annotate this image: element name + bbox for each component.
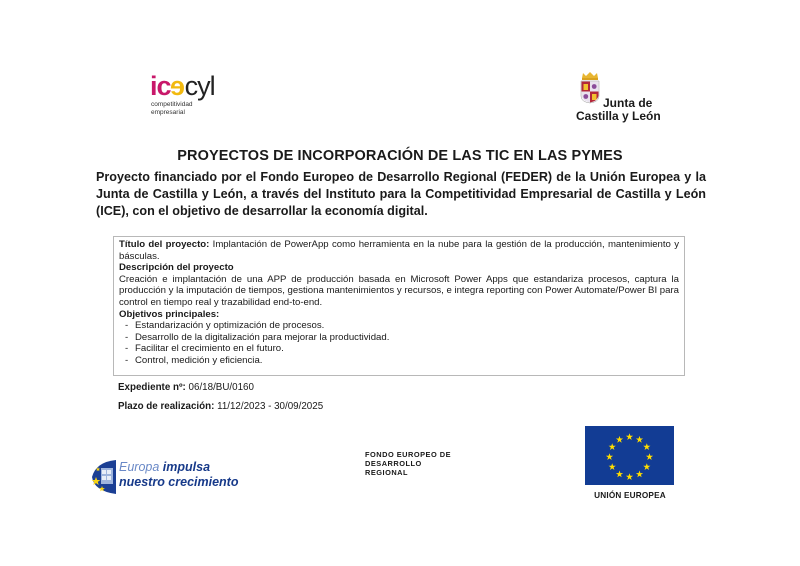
expediente-label: Expediente nº: — [118, 382, 186, 393]
list-item: - Estandarización y optimización de procesos. — [125, 320, 679, 332]
union-europea-logo — [585, 426, 675, 506]
europa-emblem-icon — [90, 459, 118, 495]
page-title: PROYECTOS DE INCORPORACIÓN DE LAS TIC EN LAS PYMES — [177, 148, 623, 164]
europa-impulsa-text: Europa impulsa nuestro crecimiento — [119, 460, 239, 489]
funding-statement: Proyecto financiado por el Fondo Europeo de Desarrollo Regional (FEDER) de la Unión Europea y la Junta de Castilla y León, a través del Instituto para la Competitividad Empresarial de Castilla y León (ICE), con el objetivo de desarrollar la economía digital. — [96, 170, 706, 218]
project-title-value: Implantación de PowerApp como herramienta en la nube para la gestión de la producción, mantenimiento y básculas. — [119, 239, 679, 262]
objectives-label: Objetivos principales: — [119, 308, 220, 320]
icecyl-wordmark: icecyl — [150, 71, 215, 101]
list-item: - Control, medición y eficiencia. — [125, 355, 679, 367]
plazo-value: 11/12/2023 - 30/09/2025 — [214, 401, 324, 412]
eu-flag-icon — [585, 426, 674, 485]
expediente — [118, 382, 254, 393]
project-title — [119, 239, 679, 262]
objectives-list — [119, 320, 679, 366]
europa-impulsa-logo — [90, 459, 250, 495]
icecyl-logo — [150, 72, 240, 118]
plazo-label: Plazo de realización: — [118, 401, 215, 412]
expediente-value: 06/18/BU/0160 — [185, 382, 254, 393]
coat-of-arms-icon — [579, 70, 601, 104]
description-label: Descripción del proyecto — [119, 262, 234, 274]
project-details-box — [113, 236, 685, 376]
feder-logo: FONDO EUROPEO DE DESARROLLO REGIONAL — [365, 450, 452, 477]
union-europea-label: UNIÓN EUROPEA — [594, 491, 666, 500]
junta-castilla-leon-logo: Junta de Castilla y León — [579, 70, 664, 124]
list-item: - Desarrollo de la digitalización para mejorar la productividad. — [125, 332, 679, 344]
project-title-label: Título del proyecto: — [119, 239, 210, 250]
description-value: Creación e implantación de una APP de producción basada en Microsoft Power Apps que estandariza procesos, captura la producción y la imputación de tiempos, gestiona mantenimientos y recursos, e integra reporting con Power Automate/Power BI para control en tiempo real y trazabilidad end-to-end. — [119, 273, 679, 308]
list-item: - Facilitar el crecimiento en el futuro. — [125, 343, 679, 355]
plazo-realizacion — [118, 401, 323, 412]
icecyl-subtitle: competitividad empresarial — [151, 101, 193, 116]
